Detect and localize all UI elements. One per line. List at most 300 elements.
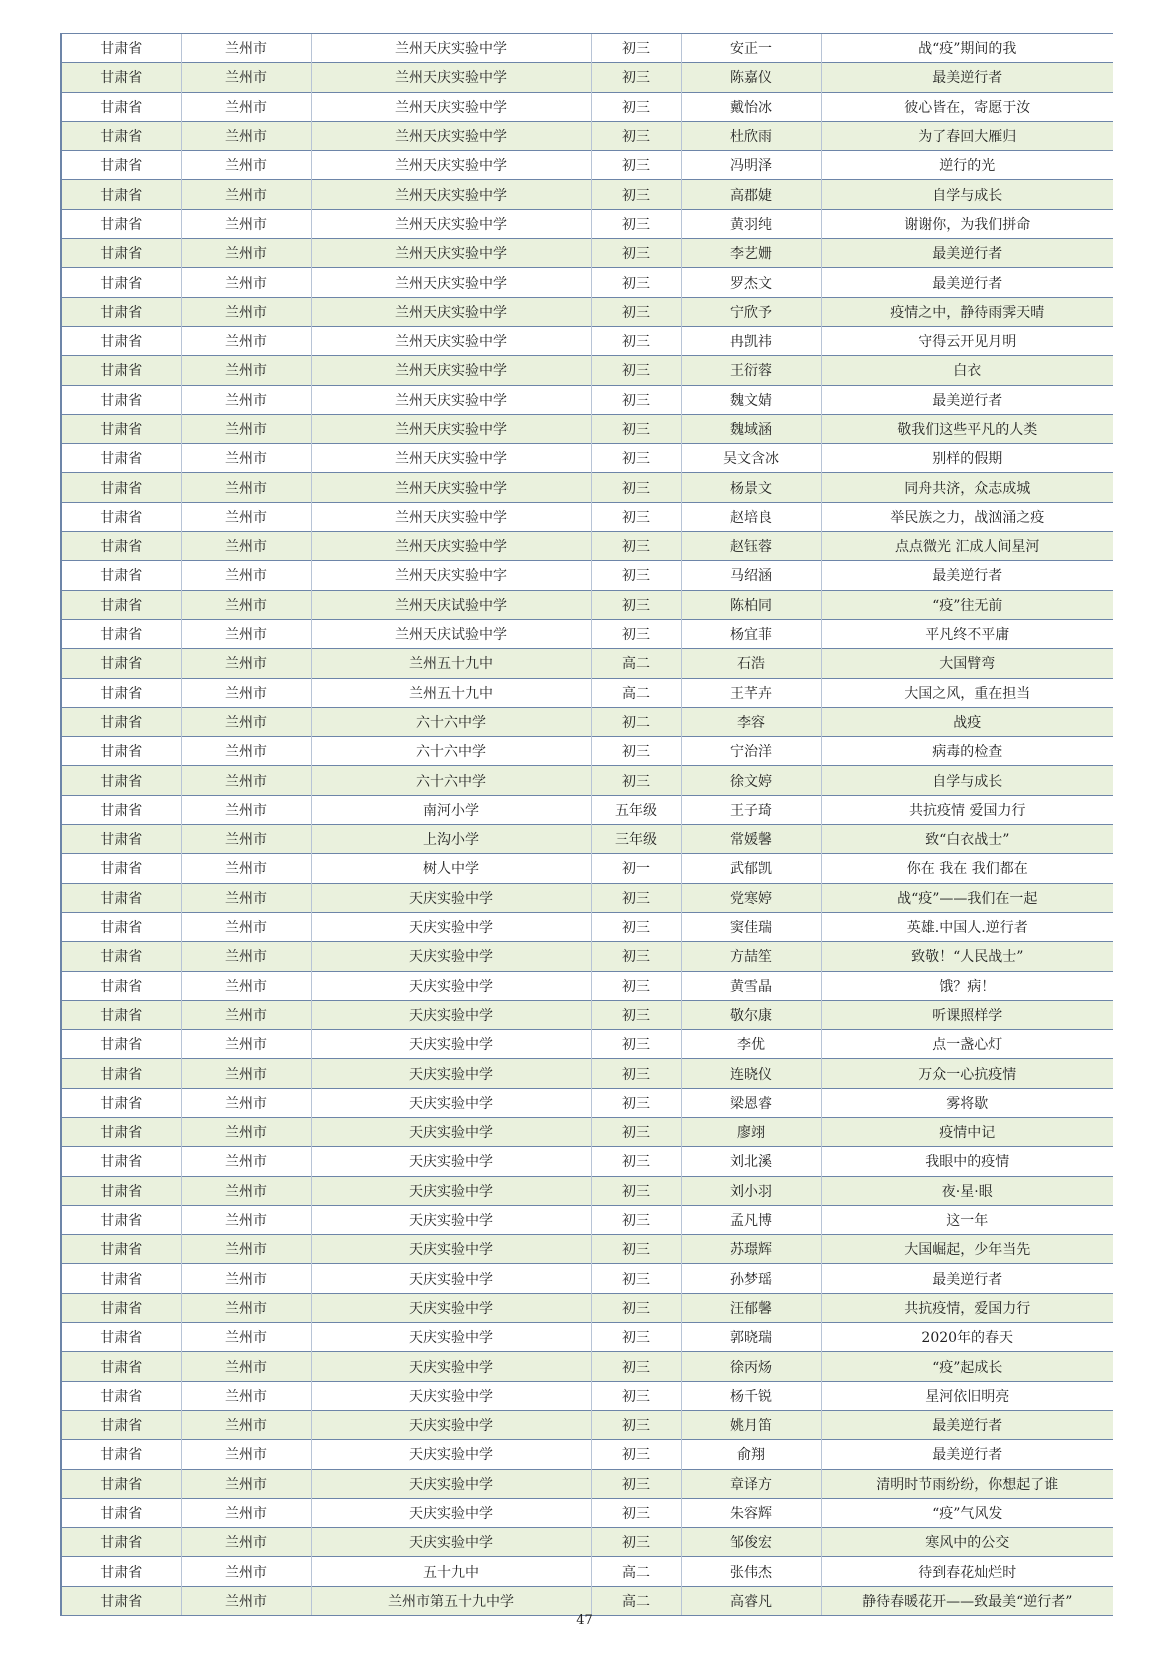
- essay-title-cell: 白衣: [821, 356, 1113, 385]
- city-cell: 兰州市: [181, 1410, 311, 1439]
- student-name-cell: 李优: [681, 1030, 821, 1059]
- grade-cell: 初二: [591, 707, 681, 736]
- table-row: [61, 473, 1113, 502]
- student-name-cell: 赵培良: [681, 502, 821, 531]
- student-name-cell: 刘北溪: [681, 1147, 821, 1176]
- student-name-cell: 冯明泽: [681, 151, 821, 180]
- grade-cell: 初三: [591, 151, 681, 180]
- table-row: [61, 1586, 1113, 1615]
- city-cell: 兰州市: [181, 619, 311, 648]
- grade-cell: 初三: [591, 209, 681, 238]
- essay-title-cell: 病毒的检查: [821, 737, 1113, 766]
- city-cell: 兰州市: [181, 268, 311, 297]
- table-row: [61, 1088, 1113, 1117]
- school-cell: 天庆实验中学: [311, 1117, 591, 1146]
- city-cell: 兰州市: [181, 825, 311, 854]
- grade-cell: 初三: [591, 1000, 681, 1029]
- city-cell: 兰州市: [181, 1117, 311, 1146]
- essay-title-cell: 致敬！“人民战士”: [821, 942, 1113, 971]
- grade-cell: 初三: [591, 63, 681, 92]
- student-name-cell: 魏域涵: [681, 414, 821, 443]
- essay-title-cell: 最美逆行者: [821, 385, 1113, 414]
- table-row: [61, 1059, 1113, 1088]
- grade-cell: 初三: [591, 532, 681, 561]
- grade-cell: 初三: [591, 1410, 681, 1439]
- city-cell: 兰州市: [181, 1088, 311, 1117]
- essay-title-cell: 谢谢你，为我们拼命: [821, 209, 1113, 238]
- student-name-cell: 陈嘉仪: [681, 63, 821, 92]
- province-cell: 甘肃省: [61, 151, 181, 180]
- city-cell: 兰州市: [181, 151, 311, 180]
- grade-cell: 三年级: [591, 825, 681, 854]
- province-cell: 甘肃省: [61, 1264, 181, 1293]
- table-row: [61, 737, 1113, 766]
- grade-cell: 初三: [591, 297, 681, 326]
- student-name-cell: 邹俊宏: [681, 1528, 821, 1557]
- school-cell: 兰州天庆实验中学: [311, 151, 591, 180]
- essay-title-cell: 战疫: [821, 707, 1113, 736]
- table-row: [61, 444, 1113, 473]
- table-row: [61, 385, 1113, 414]
- grade-cell: 初三: [591, 1059, 681, 1088]
- city-cell: 兰州市: [181, 1381, 311, 1410]
- school-cell: 兰州天庆实验中学: [311, 63, 591, 92]
- city-cell: 兰州市: [181, 1059, 311, 1088]
- table-row: [61, 63, 1113, 92]
- school-cell: 天庆实验中学: [311, 1352, 591, 1381]
- table-row: [61, 414, 1113, 443]
- city-cell: 兰州市: [181, 854, 311, 883]
- school-cell: 天庆实验中学: [311, 1528, 591, 1557]
- student-name-cell: 王子琦: [681, 795, 821, 824]
- city-cell: 兰州市: [181, 707, 311, 736]
- table-row: [61, 1498, 1113, 1527]
- city-cell: 兰州市: [181, 209, 311, 238]
- school-cell: 兰州市第五十九中学: [311, 1586, 591, 1615]
- province-cell: 甘肃省: [61, 239, 181, 268]
- essay-title-cell: 逆行的光: [821, 151, 1113, 180]
- essay-title-cell: 夜·星·眼: [821, 1176, 1113, 1205]
- city-cell: 兰州市: [181, 883, 311, 912]
- student-name-cell: 张伟杰: [681, 1557, 821, 1586]
- table-row: [61, 1469, 1113, 1498]
- school-cell: 六十六中学: [311, 737, 591, 766]
- table-row: [61, 151, 1113, 180]
- student-name-cell: 魏文婧: [681, 385, 821, 414]
- school-cell: 天庆实验中学: [311, 942, 591, 971]
- grade-cell: 初三: [591, 1293, 681, 1322]
- essay-title-cell: 最美逆行者: [821, 1410, 1113, 1439]
- school-cell: 天庆实验中学: [311, 883, 591, 912]
- essay-title-cell: 点点微光 汇成人间星河: [821, 532, 1113, 561]
- essay-title-cell: 致“白衣战士”: [821, 825, 1113, 854]
- grade-cell: 初三: [591, 737, 681, 766]
- city-cell: 兰州市: [181, 473, 311, 502]
- student-name-cell: 姚月笛: [681, 1410, 821, 1439]
- table-row: [61, 883, 1113, 912]
- city-cell: 兰州市: [181, 1030, 311, 1059]
- essay-title-cell: 大国臂弯: [821, 649, 1113, 678]
- school-cell: 兰州天庆实验中学: [311, 239, 591, 268]
- grade-cell: 初三: [591, 356, 681, 385]
- table-row: [61, 971, 1113, 1000]
- grade-cell: 初三: [591, 414, 681, 443]
- essay-title-cell: “疫”往无前: [821, 590, 1113, 619]
- school-cell: 天庆实验中学: [311, 1410, 591, 1439]
- province-cell: 甘肃省: [61, 34, 181, 63]
- city-cell: 兰州市: [181, 502, 311, 531]
- grade-cell: 初三: [591, 326, 681, 355]
- city-cell: 兰州市: [181, 678, 311, 707]
- grade-cell: 初三: [591, 121, 681, 150]
- school-cell: 兰州天庆实验中学: [311, 209, 591, 238]
- school-cell: 兰州天庆实验中学: [311, 444, 591, 473]
- school-cell: 兰州天庆试验中学: [311, 619, 591, 648]
- grade-cell: 初三: [591, 1352, 681, 1381]
- table-row: [61, 180, 1113, 209]
- province-cell: 甘肃省: [61, 678, 181, 707]
- essay-title-cell: 待到春花灿烂时: [821, 1557, 1113, 1586]
- school-cell: 天庆实验中学: [311, 1264, 591, 1293]
- school-cell: 树人中学: [311, 854, 591, 883]
- city-cell: 兰州市: [181, 444, 311, 473]
- city-cell: 兰州市: [181, 1147, 311, 1176]
- school-cell: 天庆实验中学: [311, 912, 591, 941]
- city-cell: 兰州市: [181, 1557, 311, 1586]
- city-cell: 兰州市: [181, 1440, 311, 1469]
- province-cell: 甘肃省: [61, 795, 181, 824]
- essay-title-cell: 疫情之中，静待雨霁天晴: [821, 297, 1113, 326]
- school-cell: 兰州五十九中: [311, 678, 591, 707]
- table-row: [61, 854, 1113, 883]
- essay-title-cell: 最美逆行者: [821, 268, 1113, 297]
- province-cell: 甘肃省: [61, 532, 181, 561]
- essay-title-cell: 大国之风，重在担当: [821, 678, 1113, 707]
- essay-title-cell: 大国崛起，少年当先: [821, 1235, 1113, 1264]
- province-cell: 甘肃省: [61, 502, 181, 531]
- table-row: [61, 942, 1113, 971]
- table-row: [61, 297, 1113, 326]
- city-cell: 兰州市: [181, 1498, 311, 1527]
- school-cell: 兰州五十九中: [311, 649, 591, 678]
- school-cell: 天庆实验中学: [311, 1235, 591, 1264]
- school-cell: 天庆实验中学: [311, 1293, 591, 1322]
- province-cell: 甘肃省: [61, 1176, 181, 1205]
- student-name-cell: 宁欣予: [681, 297, 821, 326]
- essay-title-cell: 战“疫”期间的我: [821, 34, 1113, 63]
- school-cell: 六十六中学: [311, 707, 591, 736]
- student-name-cell: 窦佳瑞: [681, 912, 821, 941]
- essay-title-cell: 万众一心抗疫情: [821, 1059, 1113, 1088]
- student-name-cell: 杨千锐: [681, 1381, 821, 1410]
- table-row: [61, 1030, 1113, 1059]
- student-name-cell: 章译方: [681, 1469, 821, 1498]
- grade-cell: 初三: [591, 1381, 681, 1410]
- essay-title-cell: 这一年: [821, 1205, 1113, 1234]
- school-cell: 兰州天庆实验中学: [311, 34, 591, 63]
- province-cell: 甘肃省: [61, 619, 181, 648]
- city-cell: 兰州市: [181, 1586, 311, 1615]
- province-cell: 甘肃省: [61, 1498, 181, 1527]
- table-row: [61, 1528, 1113, 1557]
- table-row: [61, 1176, 1113, 1205]
- province-cell: 甘肃省: [61, 1235, 181, 1264]
- student-name-cell: 孙梦瑶: [681, 1264, 821, 1293]
- essay-title-cell: 自学与成长: [821, 766, 1113, 795]
- essay-title-cell: 星河依旧明亮: [821, 1381, 1113, 1410]
- province-cell: 甘肃省: [61, 942, 181, 971]
- essay-title-cell: 听课照样学: [821, 1000, 1113, 1029]
- city-cell: 兰州市: [181, 942, 311, 971]
- city-cell: 兰州市: [181, 34, 311, 63]
- table-row: [61, 590, 1113, 619]
- essay-title-cell: 最美逆行者: [821, 1264, 1113, 1293]
- province-cell: 甘肃省: [61, 1030, 181, 1059]
- province-cell: 甘肃省: [61, 1410, 181, 1439]
- grade-cell: 初三: [591, 1440, 681, 1469]
- city-cell: 兰州市: [181, 1176, 311, 1205]
- city-cell: 兰州市: [181, 561, 311, 590]
- table-row: [61, 1293, 1113, 1322]
- province-cell: 甘肃省: [61, 92, 181, 121]
- province-cell: 甘肃省: [61, 1440, 181, 1469]
- student-name-cell: 杨景文: [681, 473, 821, 502]
- table-row: [61, 1000, 1113, 1029]
- school-cell: 兰州天庆实验中学: [311, 473, 591, 502]
- essay-title-cell: 疫情中记: [821, 1117, 1113, 1146]
- grade-cell: 初三: [591, 1117, 681, 1146]
- table-row: [61, 1440, 1113, 1469]
- student-name-cell: 李容: [681, 707, 821, 736]
- school-cell: 兰州天庆实验中字: [311, 561, 591, 590]
- province-cell: 甘肃省: [61, 825, 181, 854]
- province-cell: 甘肃省: [61, 444, 181, 473]
- table-row: [61, 619, 1113, 648]
- student-name-cell: 汪郁馨: [681, 1293, 821, 1322]
- grade-cell: 初三: [591, 971, 681, 1000]
- student-name-cell: 方喆笙: [681, 942, 821, 971]
- city-cell: 兰州市: [181, 1528, 311, 1557]
- essay-title-cell: 共抗疫情，爱国力行: [821, 1293, 1113, 1322]
- province-cell: 甘肃省: [61, 1088, 181, 1117]
- province-cell: 甘肃省: [61, 737, 181, 766]
- school-cell: 兰州天庆实验中学: [311, 532, 591, 561]
- table-row: [61, 766, 1113, 795]
- grade-cell: 初三: [591, 1235, 681, 1264]
- table-row: [61, 502, 1113, 531]
- essay-title-cell: 共抗疫情 爱国力行: [821, 795, 1113, 824]
- grade-cell: 初三: [591, 619, 681, 648]
- student-name-cell: 俞翔: [681, 1440, 821, 1469]
- province-cell: 甘肃省: [61, 63, 181, 92]
- grade-cell: 初三: [591, 590, 681, 619]
- city-cell: 兰州市: [181, 649, 311, 678]
- table-row: [61, 209, 1113, 238]
- province-cell: 甘肃省: [61, 707, 181, 736]
- student-name-cell: 黄羽纯: [681, 209, 821, 238]
- essay-title-cell: 最美逆行者: [821, 1440, 1113, 1469]
- school-cell: 兰州天庆实验中学: [311, 356, 591, 385]
- grade-cell: 高二: [591, 649, 681, 678]
- city-cell: 兰州市: [181, 121, 311, 150]
- city-cell: 兰州市: [181, 912, 311, 941]
- student-name-cell: 戴怡冰: [681, 92, 821, 121]
- school-cell: 兰州天庆实验中学: [311, 121, 591, 150]
- grade-cell: 初三: [591, 180, 681, 209]
- student-name-cell: 杜欣雨: [681, 121, 821, 150]
- grade-cell: 初三: [591, 1176, 681, 1205]
- city-cell: 兰州市: [181, 795, 311, 824]
- city-cell: 兰州市: [181, 766, 311, 795]
- table-row: [61, 561, 1113, 590]
- city-cell: 兰州市: [181, 1205, 311, 1234]
- table-row: [61, 1557, 1113, 1586]
- table-row: [61, 1410, 1113, 1439]
- table-row: [61, 356, 1113, 385]
- school-cell: 天庆实验中学: [311, 1498, 591, 1527]
- city-cell: 兰州市: [181, 180, 311, 209]
- student-name-cell: 徐丙炀: [681, 1352, 821, 1381]
- school-cell: 兰州天庆实验中学: [311, 180, 591, 209]
- province-cell: 甘肃省: [61, 1205, 181, 1234]
- city-cell: 兰州市: [181, 1323, 311, 1352]
- school-cell: 天庆实验中学: [311, 1088, 591, 1117]
- province-cell: 甘肃省: [61, 1586, 181, 1615]
- student-name-cell: 冉凯祎: [681, 326, 821, 355]
- essay-title-cell: 同舟共济，众志成城: [821, 473, 1113, 502]
- city-cell: 兰州市: [181, 1469, 311, 1498]
- grade-cell: 初三: [591, 1147, 681, 1176]
- student-name-cell: 安正一: [681, 34, 821, 63]
- grade-cell: 初三: [591, 34, 681, 63]
- school-cell: 南河小学: [311, 795, 591, 824]
- essay-title-cell: 2020年的春天: [821, 1323, 1113, 1352]
- table-row: [61, 1381, 1113, 1410]
- grade-cell: 初三: [591, 1469, 681, 1498]
- province-cell: 甘肃省: [61, 1059, 181, 1088]
- table-row: [61, 1205, 1113, 1234]
- essay-title-cell: 最美逆行者: [821, 239, 1113, 268]
- school-cell: 兰州天庆实验中学: [311, 414, 591, 443]
- city-cell: 兰州市: [181, 414, 311, 443]
- school-cell: 兰州天庆实验中学: [311, 268, 591, 297]
- student-name-cell: 黄雪晶: [681, 971, 821, 1000]
- student-name-cell: 武郁凯: [681, 854, 821, 883]
- grade-cell: 初三: [591, 561, 681, 590]
- city-cell: 兰州市: [181, 532, 311, 561]
- essay-title-cell: 为了春回大雁归: [821, 121, 1113, 150]
- essay-title-cell: 敬我们这些平凡的人类: [821, 414, 1113, 443]
- city-cell: 兰州市: [181, 326, 311, 355]
- essay-title-cell: 英雄.中国人.逆行者: [821, 912, 1113, 941]
- essay-title-cell: 清明时节雨纷纷，你想起了谁: [821, 1469, 1113, 1498]
- essay-title-cell: 彼心皆在，寄愿于汝: [821, 92, 1113, 121]
- student-name-cell: 宁治洋: [681, 737, 821, 766]
- city-cell: 兰州市: [181, 385, 311, 414]
- school-cell: 天庆实验中学: [311, 1381, 591, 1410]
- grade-cell: 初三: [591, 883, 681, 912]
- city-cell: 兰州市: [181, 737, 311, 766]
- student-name-cell: 石浩: [681, 649, 821, 678]
- essay-title-cell: 我眼中的疫情: [821, 1147, 1113, 1176]
- province-cell: 甘肃省: [61, 1000, 181, 1029]
- grade-cell: 初三: [591, 766, 681, 795]
- essay-title-cell: 雾将歇: [821, 1088, 1113, 1117]
- student-name-cell: 王衍蓉: [681, 356, 821, 385]
- table-row: [61, 707, 1113, 736]
- province-cell: 甘肃省: [61, 854, 181, 883]
- essay-title-cell: 饿？病！: [821, 971, 1113, 1000]
- city-cell: 兰州市: [181, 1235, 311, 1264]
- student-name-cell: 孟凡博: [681, 1205, 821, 1234]
- award-list-table: [60, 33, 1113, 1616]
- city-cell: 兰州市: [181, 1000, 311, 1029]
- school-cell: 天庆实验中学: [311, 1469, 591, 1498]
- table-row: [61, 912, 1113, 941]
- student-name-cell: 常媛馨: [681, 825, 821, 854]
- table-row: [61, 92, 1113, 121]
- school-cell: 天庆实验中学: [311, 971, 591, 1000]
- student-name-cell: 朱容辉: [681, 1498, 821, 1527]
- grade-cell: 初三: [591, 239, 681, 268]
- grade-cell: 初三: [591, 1030, 681, 1059]
- grade-cell: 初三: [591, 942, 681, 971]
- province-cell: 甘肃省: [61, 1469, 181, 1498]
- school-cell: 兰州天庆实验中学: [311, 297, 591, 326]
- province-cell: 甘肃省: [61, 473, 181, 502]
- school-cell: 天庆实验中学: [311, 1000, 591, 1029]
- grade-cell: 初三: [591, 385, 681, 414]
- city-cell: 兰州市: [181, 1264, 311, 1293]
- province-cell: 甘肃省: [61, 1557, 181, 1586]
- essay-title-cell: 平凡终不平庸: [821, 619, 1113, 648]
- province-cell: 甘肃省: [61, 590, 181, 619]
- essay-title-cell: 点一盏心灯: [821, 1030, 1113, 1059]
- table-row: [61, 825, 1113, 854]
- province-cell: 甘肃省: [61, 414, 181, 443]
- essay-title-cell: 战“疫”——我们在一起: [821, 883, 1113, 912]
- school-cell: 天庆实验中学: [311, 1176, 591, 1205]
- grade-cell: 五年级: [591, 795, 681, 824]
- student-name-cell: 廖翊: [681, 1117, 821, 1146]
- province-cell: 甘肃省: [61, 1528, 181, 1557]
- essay-title-cell: 守得云开见月明: [821, 326, 1113, 355]
- student-name-cell: 党寒婷: [681, 883, 821, 912]
- grade-cell: 高二: [591, 1586, 681, 1615]
- table-row: [61, 678, 1113, 707]
- table-row: [61, 1352, 1113, 1381]
- grade-cell: 初三: [591, 1088, 681, 1117]
- province-cell: 甘肃省: [61, 883, 181, 912]
- city-cell: 兰州市: [181, 590, 311, 619]
- school-cell: 六十六中学: [311, 766, 591, 795]
- table-row: [61, 1264, 1113, 1293]
- school-cell: 五十九中: [311, 1557, 591, 1586]
- province-cell: 甘肃省: [61, 561, 181, 590]
- grade-cell: 初三: [591, 92, 681, 121]
- grade-cell: 初三: [591, 1323, 681, 1352]
- school-cell: 天庆实验中学: [311, 1147, 591, 1176]
- student-name-cell: 梁恩睿: [681, 1088, 821, 1117]
- essay-title-cell: 静待春暖花开——致最美“逆行者”: [821, 1586, 1113, 1615]
- province-cell: 甘肃省: [61, 912, 181, 941]
- school-cell: 天庆实验中学: [311, 1205, 591, 1234]
- province-cell: 甘肃省: [61, 180, 181, 209]
- student-name-cell: 李艺姗: [681, 239, 821, 268]
- student-name-cell: 罗杰文: [681, 268, 821, 297]
- city-cell: 兰州市: [181, 971, 311, 1000]
- school-cell: 兰州天庆实验中学: [311, 92, 591, 121]
